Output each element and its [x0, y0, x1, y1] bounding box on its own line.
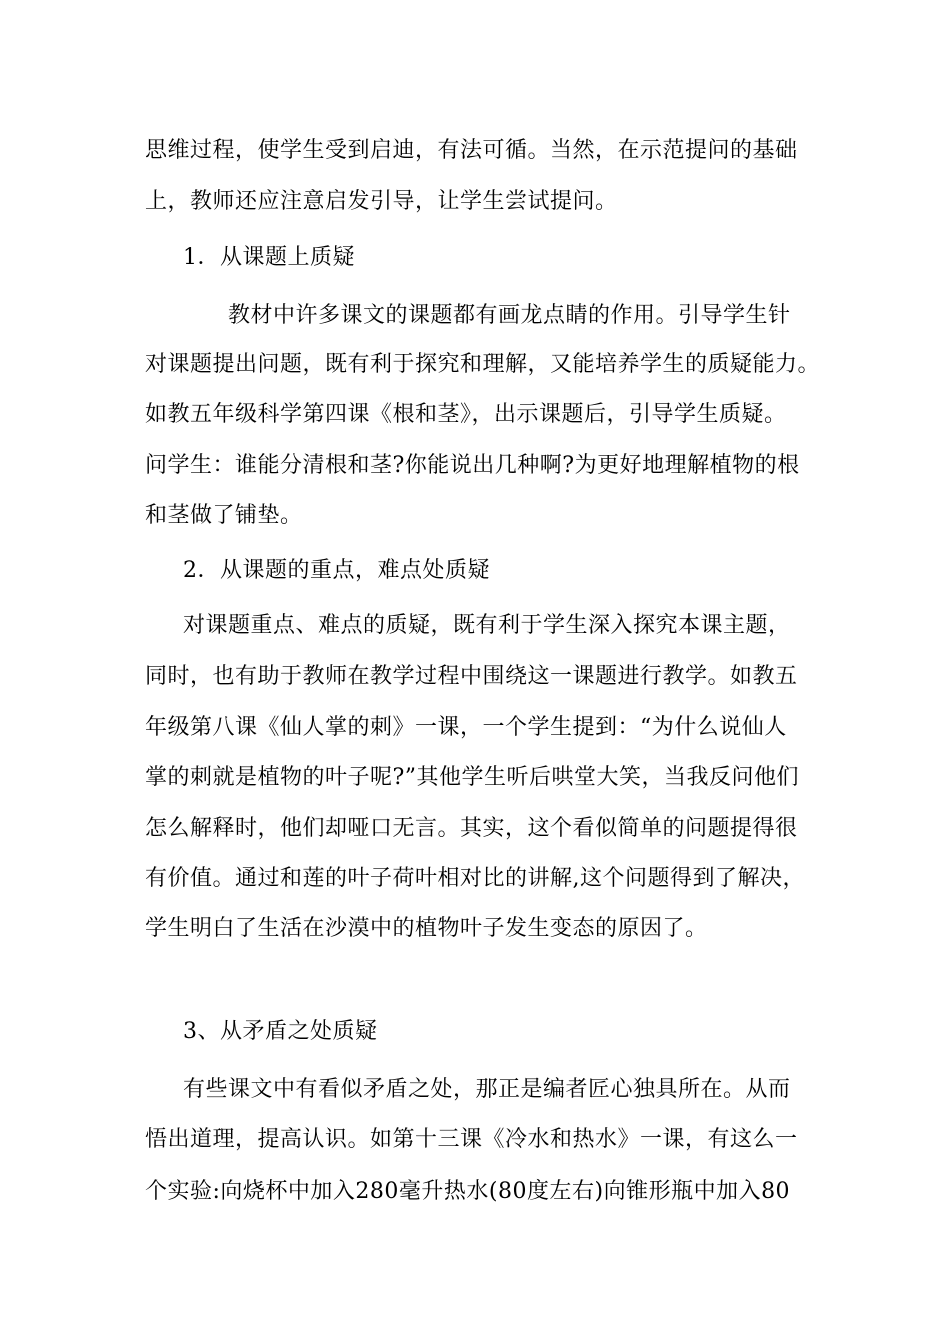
body-text-line: 对课题重点、难点的质疑，既有利于学生深入探究本课主题， [183, 613, 791, 638]
body-text-line: 上，教师还应注意启发引导，让学生尝试提问。 [145, 189, 618, 214]
section-heading-1: 1．从课题上质疑 [183, 245, 355, 270]
body-text-line: 如教五年级科学第四课《根和茎》，出示课题后，引导学生质疑。 [145, 402, 787, 427]
section-heading-2: 2．从课题的重点，难点处质疑 [183, 558, 490, 583]
body-text-line: 同时，也有助于教师在教学过程中围绕这一课题进行教学。如教五 [145, 664, 798, 689]
body-text-line: 学生明白了生活在沙漠中的植物叶子发生变态的原因了。 [145, 916, 708, 941]
body-text-line: 年级第八课《仙人掌的刺》一课，一个学生提到：“为什么说仙人 [145, 715, 787, 740]
body-text-line: 悟出道理，提高认识。如第十三课《冷水和热水》一课，有这么一 [145, 1127, 798, 1152]
body-text-line: 和茎做了铺垫。 [145, 503, 303, 528]
body-text-line: 教材中许多课文的课题都有画龙点睛的作用。引导学生针 [228, 303, 791, 328]
body-text-line: 对课题提出问题，既有利于探究和理解，又能培养学生的质疑能力。 [145, 352, 821, 377]
body-text-line: 怎么解释时，他们却哑口无言。其实，这个看似简单的问题提得很 [145, 816, 798, 841]
section-heading-3: 3、从矛盾之处质疑 [183, 1019, 378, 1044]
body-text-line: 有些课文中有看似矛盾之处，那正是编者匠心独具所在。从而 [183, 1077, 791, 1102]
body-text-line: 思维过程，使学生受到启迪，有法可循。当然，在示范提问的基础 [145, 138, 798, 163]
body-text-line: 掌的刺就是植物的叶子呢?”其他学生听后哄堂大笑，当我反问他们 [145, 765, 800, 790]
body-text-line: 个实验:向烧杯中加入280毫升热水(80度左右)向锥形瓶中加入80 [145, 1179, 791, 1204]
body-text-line: 问学生：谁能分清根和茎?你能说出几种啊?为更好地理解植物的根 [145, 453, 800, 478]
body-text-line: 有价值。通过和莲的叶子荷叶相对比的讲解,这个问题得到了解决， [145, 866, 805, 891]
